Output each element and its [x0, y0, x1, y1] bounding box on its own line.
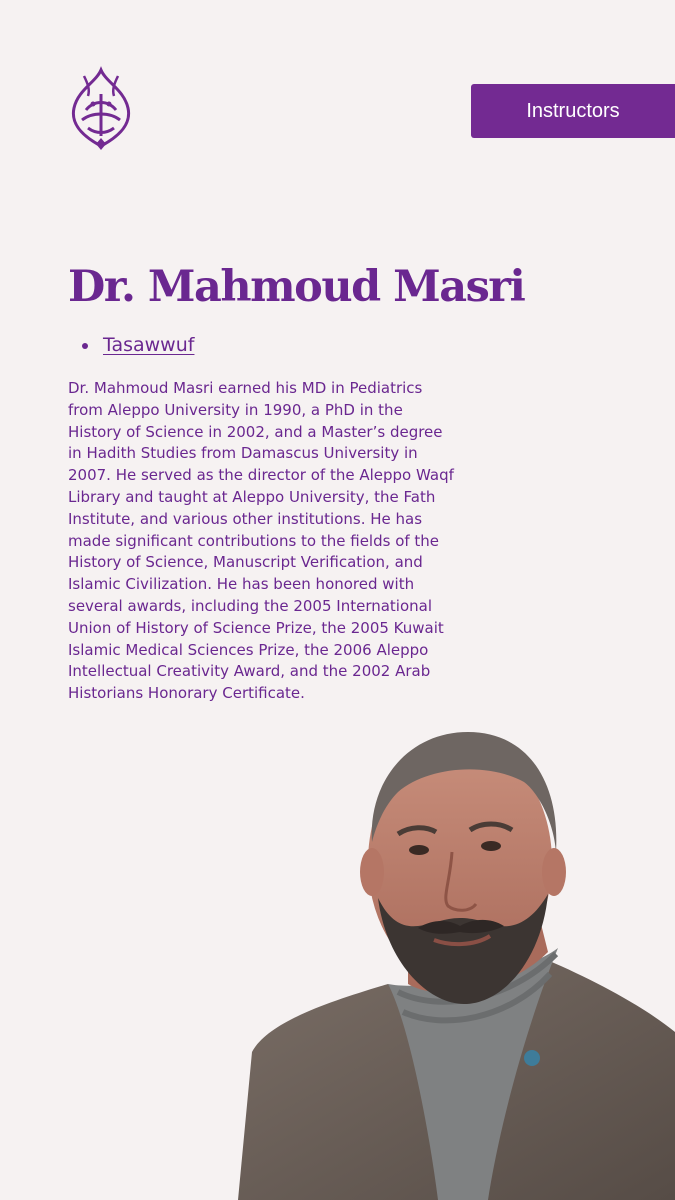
instructor-name: Dr. Mahmoud Masri [68, 262, 525, 312]
subject-link-tasawwuf[interactable]: Tasawwuf [103, 334, 195, 356]
instructor-portrait [238, 722, 675, 1200]
subject-item [82, 334, 194, 356]
bullet-icon [82, 343, 88, 349]
instructor-bio: Dr. Mahmoud Masri earned his MD in Pediatrics from Aleppo University in 1990, a PhD in the History of Science in 2002, and a Master’s degree in Hadith Studies from Damascus University in 2007. He served as the director of the Aleppo Waqf Library and taught at Aleppo University, the Fath Institute, and various other institutions. He has made significant contributions to the fields of the History of Science, Manuscript Verification, and Islamic Civilization. He has been honored with several awards, including the 2005 International Union of History of Science Prize, the 2005 Kuwait Islamic Medical Sciences Prize, the 2006 Aleppo Intellectual Creativity Award, and the 2002 Arab Historians Honorary Certificate. [68, 379, 454, 703]
calligraphy-logo-icon [66, 66, 136, 152]
subject-list [82, 334, 194, 356]
instructors-button[interactable]: Instructors [471, 84, 675, 138]
